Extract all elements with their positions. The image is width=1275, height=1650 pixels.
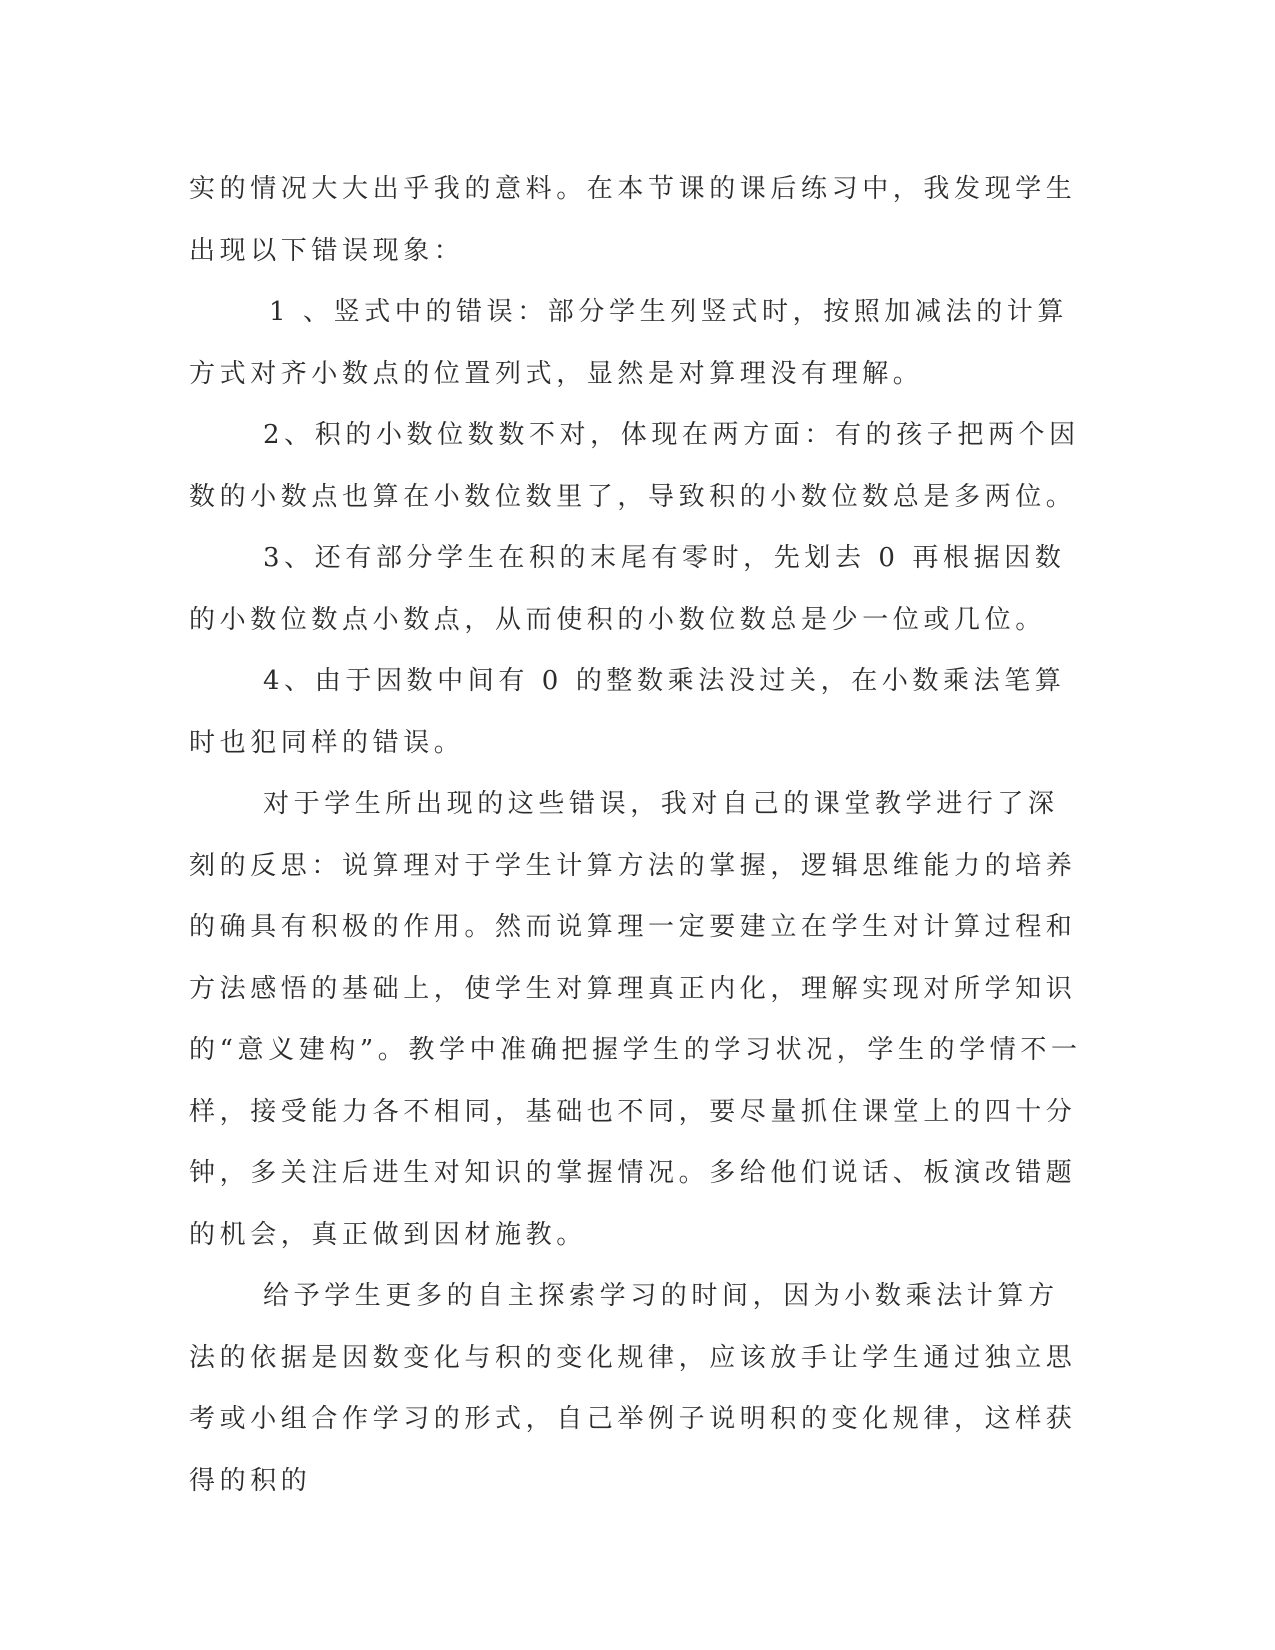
paragraph-continuation: 实的情况大大出乎我的意料。在本节课的课后练习中，我发现学生出现以下错误现象： (189, 174, 1077, 266)
paragraph-exploration: 给予学生更多的自主探索学习的时间，因为小数乘法计算方法的依据是因数变化与积的变化规律，应该放手让学生通过独立思考或小组合作学习的形式，自己举例子说明积的变化规律，这样获得的积的 (189, 1281, 1077, 1496)
paragraph-error-3: 3、还有部分学生在积的末尾有零时，先划去 0 再根据因数的小数位数点小数点，从而使积的小数位数总是少一位或几位。 (189, 543, 1066, 635)
paragraph-error-2: 2、积的小数位数数不对，体现在两方面：有的孩子把两个因数的小数点也算在小数位数里了，导致积的小数位数总是多两位。 (189, 420, 1080, 512)
paragraph-error-1: 1 、竖式中的错误：部分学生列竖式时，按照加减法的计算方式对齐小数点的位置列式，显然是对算理没有理解。 (189, 297, 1069, 389)
paragraph-reflection: 对于学生所出现的这些错误，我对自己的课堂教学进行了深刻的反思：说算理对于学生计算方法的掌握，逻辑思维能力的培养的确具有积极的作用。然而说算理一定要建立在学生对计算过程和方法感悟的基础上，使学生对算理真正内化，理解实现对所学知识的“意义建构”。教学中准确把握学生的学习状况，学生的学情不一样，接受能力各不相同，基础也不同，要尽量抓住课堂上的四十分钟，多关注后进生对知识的掌握情况。多给他们说话、板演改错题的机会，真正做到因材施教。 (189, 789, 1082, 1250)
document-body (189, 159, 1089, 1512)
paragraph-error-4: 4、由于因数中间有 0 的整数乘法没过关，在小数乘法笔算时也犯同样的错误。 (189, 666, 1066, 758)
